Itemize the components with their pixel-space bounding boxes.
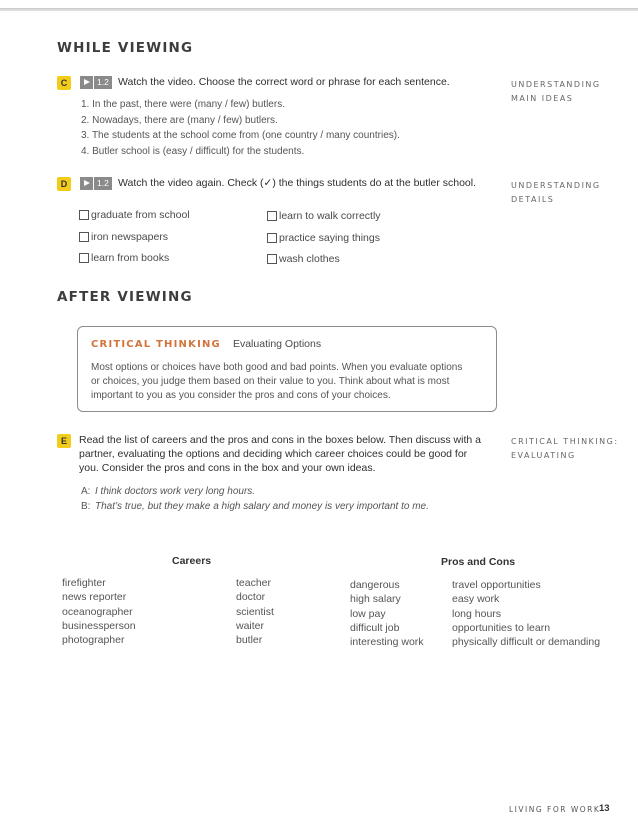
dialog-text: That’s true, but they make a high salary and money is very important to me. — [95, 500, 429, 512]
pros-cons-column-1 — [350, 578, 424, 649]
list-item: waiter — [236, 619, 265, 632]
play-icon — [80, 76, 93, 89]
list-item: 1. In the past, there were (many / few) butlers. — [81, 99, 285, 110]
checkbox-icon — [79, 210, 89, 220]
side-label-details — [511, 179, 601, 207]
checkbox-label: wash clothes — [279, 253, 340, 265]
side-label-main-ideas — [511, 78, 601, 106]
critical-thinking-subtitle: Evaluating Options — [232, 338, 322, 350]
checkbox-option[interactable] — [267, 253, 340, 265]
list-item: physically difficult or demanding — [452, 636, 601, 649]
list-item: 3. The students at the school come from (one country / many countries). — [81, 130, 400, 141]
exercise-d-instruction: Watch the video again. Check (✓) the things students do at the butler school. — [118, 177, 477, 189]
instruction-line: Read the list of careers and the pros and cons in the boxes below. Then discuss with a — [79, 434, 481, 446]
list-item: easy work — [452, 593, 500, 606]
list-item: dangerous — [350, 579, 400, 591]
page-number: 13 — [599, 803, 610, 814]
list-item: scientist — [236, 605, 274, 618]
checkbox-option[interactable] — [79, 231, 168, 243]
list-item: news reporter — [62, 591, 127, 604]
instruction-line: you. Consider the pros and cons in the box and your own ideas. — [79, 462, 376, 474]
body-line: important to you as you consider the pros and cons of your choices. — [91, 390, 391, 401]
pros-cons-column-2 — [452, 578, 600, 649]
exercise-e-instruction — [79, 433, 481, 475]
video-button-c[interactable] — [80, 76, 112, 89]
checkbox-label: learn to walk correctly — [279, 210, 381, 222]
side-label-line: CRITICAL THINKING: — [511, 437, 619, 446]
side-label-line: EVALUATING — [511, 451, 576, 460]
list-item: opportunities to learn — [452, 621, 551, 634]
checkbox-label: graduate from school — [91, 209, 190, 221]
checkbox-option[interactable] — [79, 209, 190, 221]
side-label-line: UNDERSTANDING — [511, 181, 601, 190]
checkbox-option[interactable] — [267, 232, 380, 244]
critical-thinking-header — [91, 338, 321, 350]
example-dialog — [81, 485, 429, 514]
side-label-line: MAIN IDEAS — [511, 94, 574, 103]
checkbox-label: practice saying things — [279, 232, 380, 244]
list-item: travel opportunities — [452, 579, 541, 591]
list-item: businessperson — [62, 619, 136, 632]
side-label-line: UNDERSTANDING — [511, 80, 601, 89]
dialog-line — [81, 485, 429, 500]
video-number: 1.2 — [94, 177, 112, 190]
list-item: 2. Nowadays, there are (many / few) butlers. — [81, 114, 278, 126]
dialog-text: I think doctors work very long hours. — [95, 486, 256, 497]
careers-heading: Careers — [172, 555, 212, 567]
list-item: doctor — [236, 591, 266, 604]
list-item: high salary — [350, 593, 401, 606]
list-item: low pay — [350, 607, 386, 620]
pros-cons-heading: Pros and Cons — [441, 556, 516, 568]
critical-thinking-body — [91, 361, 462, 403]
video-button-d[interactable] — [80, 177, 112, 190]
list-item: difficult job — [350, 621, 400, 634]
instruction-line: partner, evaluating the options and deciding which career choices could be good for — [79, 448, 468, 460]
careers-column-1 — [62, 576, 136, 647]
exercise-e-badge: E — [57, 434, 71, 448]
list-item: firefighter — [62, 577, 106, 589]
list-item: oceanographer — [62, 605, 133, 618]
exercise-c-badge: C — [57, 76, 71, 90]
play-icon — [80, 177, 93, 190]
checkbox-icon — [79, 253, 89, 263]
footer-unit-label: LIVING FOR WORK — [509, 805, 601, 814]
body-line: Most options or choices have both good and bad points. When you evaluate options — [91, 362, 463, 373]
checkbox-label: iron newspapers — [91, 231, 169, 243]
side-label-evaluating — [511, 435, 619, 463]
critical-thinking-title: CRITICAL THINKING — [91, 339, 221, 350]
speaker: B: — [81, 500, 91, 512]
after-viewing-title: AFTER VIEWING — [57, 289, 193, 305]
speaker: A: — [81, 486, 91, 497]
video-number: 1.2 — [94, 76, 112, 89]
exercise-d-badge: D — [57, 177, 71, 191]
exercise-c-list — [81, 97, 400, 159]
list-item: teacher — [236, 577, 272, 589]
while-viewing-title: WHILE VIEWING — [57, 40, 194, 56]
top-rule — [0, 8, 638, 11]
exercise-c-instruction: Watch the video. Choose the correct word or phrase for each sentence. — [118, 76, 450, 88]
list-item: photographer — [62, 634, 125, 647]
list-item: butler — [236, 634, 263, 647]
side-label-line: DETAILS — [511, 195, 555, 204]
dialog-line — [81, 500, 429, 515]
checkbox-icon — [79, 232, 89, 242]
body-line: or choices, you judge them based on their value to you. Think about what is most — [91, 376, 450, 387]
checkbox-option[interactable] — [267, 210, 381, 222]
checkbox-icon — [267, 211, 277, 221]
checkbox-label: learn from books — [91, 252, 170, 264]
checkbox-icon — [267, 233, 277, 243]
checkbox-icon — [267, 254, 277, 264]
list-item: 4. Butler school is (easy / difficult) for the students. — [81, 145, 305, 157]
list-item: long hours — [452, 607, 502, 620]
checkbox-option[interactable] — [79, 252, 169, 264]
list-item: interesting work — [350, 636, 424, 649]
careers-column-2 — [236, 576, 274, 647]
